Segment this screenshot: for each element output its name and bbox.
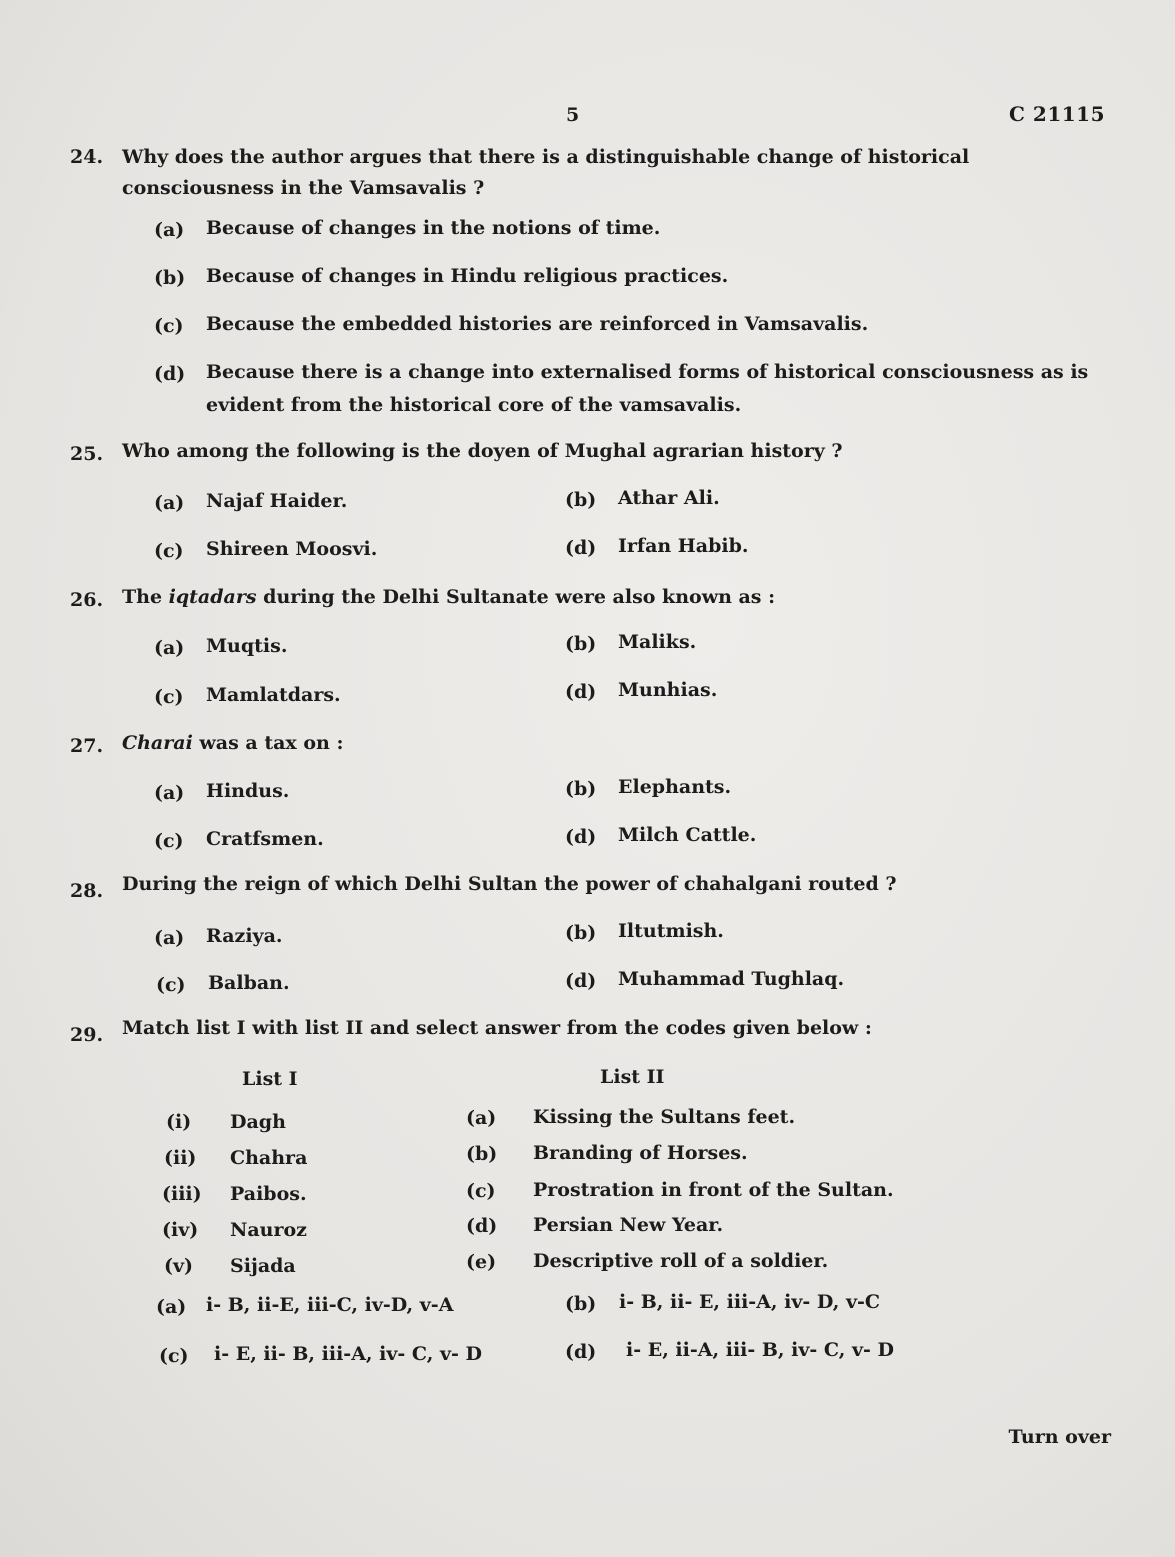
option-text: Munhias. (618, 679, 718, 701)
option-text: Cratfsmen. (206, 828, 324, 850)
list2-item: Prostration in front of the Sultan. (533, 1179, 894, 1201)
option-text: Shireen Moosvi. (206, 538, 378, 560)
option-text: Balban. (208, 972, 290, 994)
option-label: (d) (565, 537, 597, 559)
question-text: Why does the author argues that there is a distinguishable change of historical consciousness in the Vamsavalis ? (122, 146, 970, 199)
option-label: (d) (565, 1341, 597, 1363)
option-label: (c) (159, 1345, 189, 1367)
option-label: (a) (156, 1296, 187, 1318)
list2-label: (d) (466, 1215, 498, 1237)
option-text: Najaf Haider. (206, 490, 348, 512)
option-label: (b) (154, 267, 186, 289)
option-label: (b) (565, 633, 597, 655)
option-text: Mamlatdars. (206, 684, 341, 706)
option-text: Athar Ali. (618, 487, 720, 509)
option-label: (c) (154, 686, 184, 708)
list1-label: (iii) (162, 1183, 202, 1205)
option-text: Because there is a change into externalised forms of historical consciousness as is evident from the historical core of the vamsavalis. (206, 361, 1089, 416)
option-text: i- E, ii- B, iii-A, iv- C, v- D (214, 1343, 482, 1365)
option-label: (c) (154, 540, 184, 562)
list2-item: Branding of Horses. (533, 1142, 748, 1164)
option-label: (a) (154, 492, 185, 514)
list1-item: Nauroz (230, 1219, 307, 1241)
option-label: (c) (154, 830, 184, 852)
list1-heading: List I (242, 1068, 298, 1090)
term-italic: iqtadars (168, 586, 257, 608)
option-text: Muqtis. (206, 635, 288, 657)
option-label: (d) (565, 970, 597, 992)
question-text: Charai was a tax on : (122, 732, 344, 754)
option-label: (c) (154, 315, 184, 337)
option-text: Muhammad Tughlaq. (618, 968, 845, 990)
question-number: 25. (70, 443, 104, 465)
question-number: 29. (70, 1024, 104, 1046)
option-label: (b) (565, 489, 597, 511)
option-text: i- E, ii-A, iii- B, iv- C, v- D (626, 1339, 894, 1361)
list1-label: (v) (164, 1255, 194, 1277)
question-text: Who among the following is the doyen of Mughal agrarian history ? (122, 440, 843, 462)
list2-item: Descriptive roll of a soldier. (533, 1250, 829, 1272)
option-label: (d) (565, 826, 597, 848)
option-label: (a) (154, 637, 185, 659)
list2-item: Persian New Year. (533, 1214, 724, 1236)
question-number: 28. (70, 880, 104, 902)
option-label: (c) (156, 974, 186, 996)
list2-label: (c) (466, 1180, 496, 1202)
option-label: (a) (154, 219, 185, 241)
option-label: (b) (565, 778, 597, 800)
list2-heading: List II (600, 1066, 665, 1088)
option-label: (b) (565, 922, 597, 944)
list1-item: Dagh (230, 1111, 286, 1133)
option-text: Maliks. (618, 631, 697, 653)
option-label: (b) (565, 1293, 597, 1315)
option-label: (a) (154, 927, 185, 949)
option-label: (a) (154, 782, 185, 804)
list2-item: Kissing the Sultans feet. (533, 1106, 796, 1128)
question-text: The iqtadars during the Delhi Sultanate were also known as : (122, 586, 776, 608)
list2-label: (e) (466, 1251, 497, 1273)
option-text: Raziya. (206, 925, 283, 947)
option-text: Elephants. (618, 776, 732, 798)
list1-item: Paibos. (230, 1183, 307, 1205)
option-text: Because the embedded histories are reinforced in Vamsavalis. (206, 313, 869, 335)
question-text: Match list I with list II and select answer from the codes given below : (122, 1017, 872, 1039)
option-text: Because of changes in Hindu religious practices. (206, 265, 729, 287)
question-number: 26. (70, 589, 104, 611)
list1-label: (ii) (164, 1147, 197, 1169)
list2-label: (a) (466, 1107, 497, 1129)
option-text: i- B, ii- E, iii-A, iv- D, v-C (619, 1291, 880, 1313)
option-text: Milch Cattle. (618, 824, 757, 846)
list1-label: (i) (166, 1111, 192, 1133)
list2-label: (b) (466, 1143, 498, 1165)
option-label: (d) (565, 681, 597, 703)
option-label: (d) (154, 363, 186, 385)
option-text: i- B, ii-E, iii-C, iv-D, v-A (206, 1294, 454, 1316)
question-text: During the reign of which Delhi Sultan the power of chahalgani routed ? (122, 873, 897, 895)
question-number: 27. (70, 735, 104, 757)
page-number: 5 (566, 104, 580, 126)
option-text: Irfan Habib. (618, 535, 749, 557)
turn-over-note: Turn over (1008, 1426, 1111, 1448)
term-italic: Charai (122, 732, 193, 754)
option-text: Iltutmish. (618, 920, 724, 942)
list1-item: Sijada (230, 1255, 296, 1277)
list1-item: Chahra (230, 1147, 308, 1169)
list1-label: (iv) (162, 1219, 199, 1241)
paper-code: C 21115 (1009, 102, 1105, 126)
option-text: Because of changes in the notions of time. (206, 217, 661, 239)
question-number: 24. (70, 146, 104, 168)
option-text: Hindus. (206, 780, 290, 802)
